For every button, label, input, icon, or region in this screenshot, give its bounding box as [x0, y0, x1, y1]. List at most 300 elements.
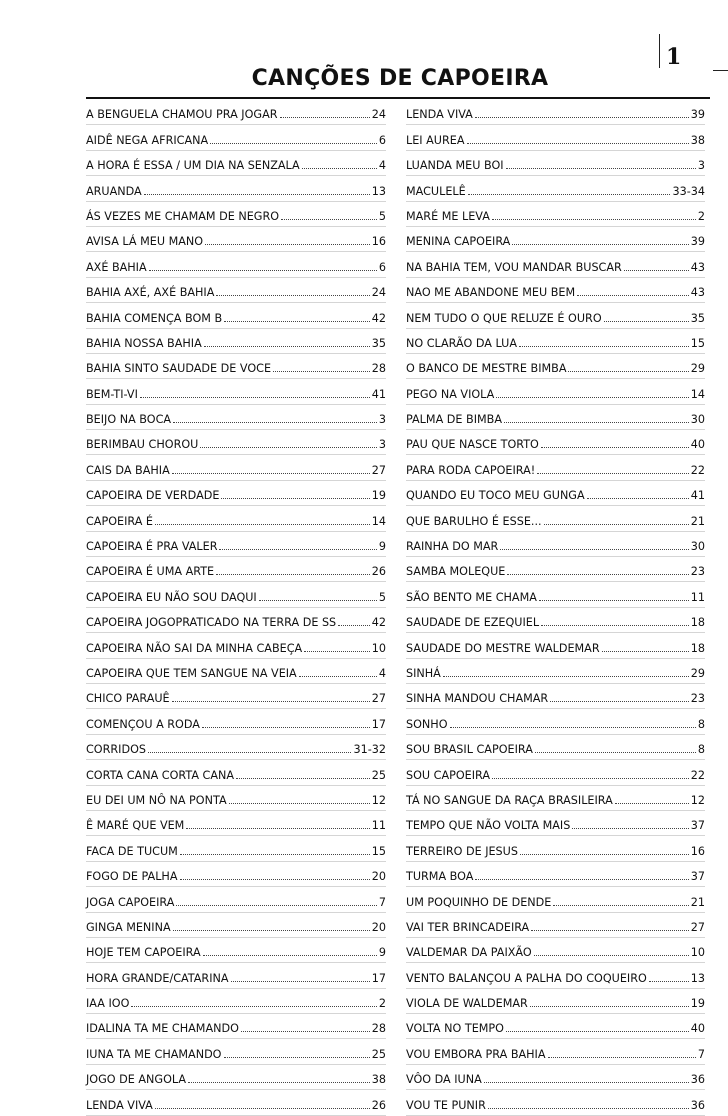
- page-ref: 10: [690, 946, 705, 960]
- index-entry: [406, 963, 705, 988]
- song-title: SAUDADE DE EZEQUIEL: [406, 616, 540, 630]
- dot-leader: [229, 803, 370, 804]
- song-title: RAINHA DO MAR: [406, 540, 499, 554]
- index-entry: [86, 709, 386, 734]
- page-ref: 13: [690, 971, 705, 985]
- index-entry: [406, 659, 705, 684]
- dot-leader: [140, 397, 370, 398]
- song-title: VOU TE PUNIR: [406, 1098, 486, 1112]
- index-entry: [406, 684, 705, 709]
- page-ref: 27: [371, 692, 386, 706]
- song-title: ÁS VEZES ME CHAMAM DE NEGRO: [86, 209, 280, 223]
- page-ref: 5: [378, 590, 386, 604]
- dot-leader: [172, 701, 370, 702]
- index-entry: [86, 557, 386, 582]
- index-entry: [86, 278, 386, 303]
- index-entry: [406, 836, 705, 861]
- dot-leader: [180, 879, 370, 880]
- index-entry: [406, 735, 705, 760]
- index-entry: [86, 151, 386, 176]
- page-ref: 3: [697, 159, 705, 173]
- dot-leader: [468, 194, 671, 195]
- song-title: GINGA MENINA: [86, 920, 171, 934]
- dot-leader: [302, 168, 377, 169]
- song-title: MACULELÊ: [406, 184, 466, 198]
- dot-leader: [531, 930, 689, 931]
- index-entry: [406, 100, 705, 125]
- song-title: VENTO BALANÇOU A PALHA DO COQUEIRO: [406, 971, 647, 985]
- song-title: IAA IOO: [86, 997, 130, 1011]
- song-title: SOU BRASIL CAPOEIRA: [406, 743, 533, 757]
- song-title: HOJE TEM CAPOEIRA: [86, 946, 201, 960]
- dot-leader: [203, 955, 377, 956]
- song-title: MENINA CAPOEIRA: [406, 235, 511, 249]
- song-title: SÃO BENTO ME CHAMA: [406, 590, 537, 604]
- page-ref: 26: [371, 565, 386, 579]
- dot-leader: [155, 524, 370, 525]
- page-ref: 11: [690, 590, 705, 604]
- page-ref: 4: [378, 159, 386, 173]
- page-ref: 40: [690, 1022, 705, 1036]
- index-entry: [86, 379, 386, 404]
- dot-leader: [149, 270, 377, 271]
- dot-leader: [537, 473, 688, 474]
- page-ref: 41: [371, 387, 386, 401]
- dot-leader: [534, 955, 689, 956]
- dot-leader: [492, 219, 696, 220]
- song-title: BAHIA COMENÇA BOM B: [86, 311, 223, 325]
- page-ref: 11: [371, 819, 386, 833]
- page-ref: 40: [690, 438, 705, 452]
- index-column-right: [406, 100, 705, 1116]
- index-entry: [86, 836, 386, 861]
- dot-leader: [541, 625, 689, 626]
- page-number: 1: [666, 44, 682, 70]
- page-ref: 2: [697, 209, 705, 223]
- page-ref: 27: [690, 920, 705, 934]
- index-entry: [86, 100, 386, 125]
- song-title: AVISA LÁ MEU MANO: [86, 235, 204, 249]
- index-entry: [86, 506, 386, 531]
- index-entry: [406, 1065, 705, 1090]
- song-title: SONHO: [406, 717, 448, 731]
- song-title: BAHIA AXÉ, AXÉ BAHIA: [86, 286, 215, 300]
- dot-leader: [496, 397, 688, 398]
- index-entry: [406, 379, 705, 404]
- page-ref: 31-32: [353, 743, 386, 757]
- index-entry: [86, 989, 386, 1014]
- index-entry: [86, 1090, 386, 1115]
- dot-leader: [172, 473, 370, 474]
- page-ref: 35: [690, 311, 705, 325]
- index-entry: [86, 455, 386, 480]
- page-ref: 23: [690, 692, 705, 706]
- dot-leader: [624, 270, 689, 271]
- index-entry: [406, 430, 705, 455]
- dot-leader: [475, 879, 688, 880]
- index-entry: [406, 760, 705, 785]
- song-title: PAU QUE NASCE TORTO: [406, 438, 539, 452]
- dot-leader: [541, 447, 689, 448]
- page-ref: 17: [371, 717, 386, 731]
- song-title: VIOLA DE WALDEMAR: [406, 997, 528, 1011]
- song-title: PEGO NA VIOLA: [406, 387, 495, 401]
- dot-leader: [488, 1108, 689, 1109]
- song-title: COMENÇOU A RODA: [86, 717, 200, 731]
- index-entry: [86, 862, 386, 887]
- song-title: UM POQUINHO DE DENDE: [406, 895, 552, 909]
- song-title: SINHÁ: [406, 666, 441, 680]
- song-title: CAPOEIRA É PRA VALER: [86, 540, 218, 554]
- dot-leader: [280, 117, 370, 118]
- index-entry: [406, 176, 705, 201]
- index-entry: [406, 329, 705, 354]
- page-ref: 12: [371, 793, 386, 807]
- page-ref: 19: [371, 489, 386, 503]
- page-ref: 35: [371, 336, 386, 350]
- index-entry: [86, 811, 386, 836]
- index-entry: [406, 405, 705, 430]
- page-ref: 13: [371, 184, 386, 198]
- page-ref: 5: [378, 209, 386, 223]
- index-entry: [406, 532, 705, 557]
- index-entry: [406, 989, 705, 1014]
- page-ref: 12: [690, 793, 705, 807]
- dot-leader: [467, 143, 689, 144]
- dot-leader: [587, 498, 689, 499]
- page-ref: 18: [690, 616, 705, 630]
- song-title: VÔO DA IUNA: [406, 1073, 482, 1087]
- page-ref: 8: [697, 743, 705, 757]
- dot-leader: [544, 524, 689, 525]
- song-title: NO CLARÃO DA LUA: [406, 336, 517, 350]
- index-entry: [406, 278, 705, 303]
- dot-leader: [519, 346, 689, 347]
- song-title: TEMPO QUE NÃO VOLTA MAIS: [406, 819, 571, 833]
- song-title: MARÉ ME LEVA: [406, 209, 490, 223]
- song-title: QUANDO EU TOCO MEU GUNGA: [406, 489, 585, 503]
- page-ref: 14: [371, 514, 386, 528]
- dot-leader: [553, 905, 688, 906]
- dot-leader: [224, 321, 370, 322]
- dot-leader: [304, 651, 370, 652]
- page-ref: 18: [690, 641, 705, 655]
- index-entry: [86, 430, 386, 455]
- song-title: JOGO DE ANGOLA: [86, 1073, 187, 1087]
- index-entry: [86, 481, 386, 506]
- dot-leader: [500, 549, 688, 550]
- index-entry: [406, 252, 705, 277]
- dot-leader: [484, 1082, 689, 1083]
- song-title: TERREIRO DE JESUS: [406, 844, 518, 858]
- song-title: SAUDADE DO MESTRE WALDEMAR: [406, 641, 600, 655]
- page-ref: 10: [371, 641, 386, 655]
- dot-leader: [568, 371, 688, 372]
- index-entry: [406, 455, 705, 480]
- dot-leader: [507, 574, 688, 575]
- page-ref: 2: [378, 997, 386, 1011]
- dot-leader: [231, 981, 370, 982]
- page-ref: 6: [378, 260, 386, 274]
- song-title: CAPOEIRA QUE TEM SANGUE NA VEIA: [86, 666, 297, 680]
- page-ref: 37: [690, 819, 705, 833]
- song-title: LUANDA MEU BOI: [406, 159, 504, 173]
- index-entry: [406, 633, 705, 658]
- index-entry: [86, 608, 386, 633]
- song-title: CAPOEIRA NÃO SAI DA MINHA CABEÇA: [86, 641, 303, 655]
- song-title: A HORA É ESSA / UM DIA NA SENZALA: [86, 159, 300, 173]
- dot-leader: [615, 803, 689, 804]
- index-entry: [86, 887, 386, 912]
- page-ref: 15: [371, 844, 386, 858]
- index-entry: [86, 532, 386, 557]
- song-title: EU DEI UM NÔ NA PONTA: [86, 793, 227, 807]
- index-entry: [86, 176, 386, 201]
- dot-leader: [504, 422, 689, 423]
- song-title: O BANCO DE MESTRE BIMBA: [406, 362, 567, 376]
- page-ref: 9: [378, 946, 386, 960]
- dot-leader: [144, 194, 370, 195]
- dot-leader: [131, 1006, 376, 1007]
- index-entry: [86, 1039, 386, 1064]
- index-entry: [86, 684, 386, 709]
- dot-leader: [173, 930, 370, 931]
- dot-leader: [273, 371, 370, 372]
- dot-leader: [450, 727, 696, 728]
- dot-leader: [204, 346, 370, 347]
- dot-leader: [210, 143, 377, 144]
- song-title: BAHIA NOSSA BAHIA: [86, 336, 202, 350]
- index-entry: [406, 608, 705, 633]
- song-title: FACA DE TUCUM: [86, 844, 178, 858]
- index-entry: [86, 963, 386, 988]
- dot-leader: [241, 1031, 370, 1032]
- song-title: LENDA VIVA: [406, 108, 473, 122]
- page-ref: 8: [697, 717, 705, 731]
- page-ref: 38: [371, 1073, 386, 1087]
- dot-leader: [492, 778, 689, 779]
- page-ref: 38: [690, 133, 705, 147]
- page-ref: 42: [371, 311, 386, 325]
- song-title: BAHIA SINTO SAUDADE DE VOCE: [86, 362, 272, 376]
- dot-leader: [338, 625, 370, 626]
- song-title: BEM-TI-VI: [86, 387, 138, 401]
- index-entry: [86, 786, 386, 811]
- page-ref: 27: [371, 463, 386, 477]
- dot-leader: [205, 244, 370, 245]
- page-ref: 33-34: [672, 184, 705, 198]
- page-ref: 22: [690, 768, 705, 782]
- page-ref: 21: [690, 514, 705, 528]
- song-title: CAPOEIRA É: [86, 514, 153, 528]
- index-entry: [406, 303, 705, 328]
- song-title: TURMA BOA: [406, 870, 474, 884]
- dot-leader: [221, 498, 369, 499]
- dot-leader: [299, 676, 377, 677]
- song-title: SINHA MANDOU CHAMAR: [406, 692, 549, 706]
- page-ref: 7: [378, 895, 386, 909]
- page-ref: 30: [690, 540, 705, 554]
- corner-mark-vertical: [659, 34, 660, 68]
- song-title: ARUANDA: [86, 184, 142, 198]
- song-title: A BENGUELA CHAMOU PRA JOGAR: [86, 108, 278, 122]
- page-ref: 3: [378, 438, 386, 452]
- index-entry: [406, 125, 705, 150]
- dot-leader: [535, 752, 696, 753]
- song-title: FOGO DE PALHA: [86, 870, 178, 884]
- page-ref: 16: [371, 235, 386, 249]
- song-title: IUNA TA ME CHAMANDO: [86, 1047, 222, 1061]
- index-entry: [406, 202, 705, 227]
- index-entry: [86, 735, 386, 760]
- index-entry: [86, 760, 386, 785]
- song-title: JOGA CAPOEIRA: [86, 895, 175, 909]
- index-entry: [406, 582, 705, 607]
- index-entry: [406, 887, 705, 912]
- index-entry: [406, 1039, 705, 1064]
- song-title: CAPOEIRA EU NÃO SOU DAQUI: [86, 590, 257, 604]
- index-entry: [86, 1065, 386, 1090]
- dot-leader: [219, 549, 376, 550]
- index-entry: [86, 303, 386, 328]
- index-entry: [406, 557, 705, 582]
- page-ref: 42: [371, 616, 386, 630]
- page-ref: 20: [371, 870, 386, 884]
- page-ref: 28: [371, 362, 386, 376]
- song-title: LEI AUREA: [406, 133, 465, 147]
- dot-leader: [530, 1006, 689, 1007]
- song-title: CAPOEIRA DE VERDADE: [86, 489, 220, 503]
- dot-leader: [200, 447, 377, 448]
- dot-leader: [604, 321, 689, 322]
- song-title: CAPOEIRA É UMA ARTE: [86, 565, 215, 579]
- index-entry: [406, 938, 705, 963]
- dot-leader: [475, 117, 689, 118]
- song-title: NA BAHIA TEM, VOU MANDAR BUSCAR: [406, 260, 622, 274]
- page-ref: 24: [371, 108, 386, 122]
- index-entry: [406, 811, 705, 836]
- page-ref: 22: [690, 463, 705, 477]
- index-entry: [86, 1014, 386, 1039]
- page-ref: 6: [378, 133, 386, 147]
- page-ref: 9: [378, 540, 386, 554]
- dot-leader: [602, 651, 689, 652]
- song-title: TÁ NO SANGUE DA RAÇA BRASILEIRA: [406, 793, 613, 807]
- index-entry: [86, 125, 386, 150]
- dot-leader: [216, 574, 370, 575]
- song-title: NAO ME ABANDONE MEU BEM: [406, 286, 576, 300]
- song-title: PALMA DE BIMBA: [406, 413, 502, 427]
- page-ref: 43: [690, 260, 705, 274]
- dot-leader: [548, 1057, 696, 1058]
- dot-leader: [506, 1031, 689, 1032]
- index-entry: [406, 862, 705, 887]
- page-ref: 20: [371, 920, 386, 934]
- dot-leader: [506, 168, 696, 169]
- page-ref: 14: [690, 387, 705, 401]
- page-ref: 19: [690, 997, 705, 1011]
- song-title: BEIJO NA BOCA: [86, 413, 172, 427]
- index-entry: [406, 227, 705, 252]
- index-entry: [86, 405, 386, 430]
- song-title: CAPOEIRA JOGOPRATICADO NA TERRA DE SS: [86, 616, 337, 630]
- song-title: AIDÊ NEGA AFRICANA: [86, 133, 209, 147]
- dot-leader: [224, 1057, 370, 1058]
- dot-leader: [539, 600, 689, 601]
- index-entry: [406, 354, 705, 379]
- dot-leader: [572, 828, 688, 829]
- dot-leader: [649, 981, 689, 982]
- page-ref: 4: [378, 666, 386, 680]
- dot-leader: [512, 244, 688, 245]
- index-entry: [86, 913, 386, 938]
- index-entry: [406, 506, 705, 531]
- song-title: VALDEMAR DA PAIXÃO: [406, 946, 532, 960]
- index-entry: [86, 202, 386, 227]
- song-title: QUE BARULHO É ESSE...: [406, 514, 542, 528]
- song-title: BERIMBAU CHOROU: [86, 438, 199, 452]
- dot-leader: [281, 219, 377, 220]
- index-entry: [86, 582, 386, 607]
- dot-leader: [180, 854, 370, 855]
- index-entry: [406, 913, 705, 938]
- index-entry: [86, 659, 386, 684]
- page-ref: 7: [697, 1047, 705, 1061]
- dot-leader: [202, 727, 370, 728]
- page-ref: 15: [690, 336, 705, 350]
- page-ref: 21: [690, 895, 705, 909]
- title-rule: [86, 97, 710, 99]
- page-ref: 26: [371, 1098, 386, 1112]
- page-ref: 16: [690, 844, 705, 858]
- index-column-left: [86, 100, 386, 1116]
- dot-leader: [173, 422, 377, 423]
- index-entry: [406, 481, 705, 506]
- page-title: CANÇÕES DE CAPOEIRA: [251, 66, 549, 91]
- index-entry: [86, 354, 386, 379]
- index-entry: [406, 1014, 705, 1039]
- index-entry: [406, 1090, 705, 1115]
- song-title: CHICO PARAUÊ: [86, 692, 170, 706]
- page-ref: 39: [690, 108, 705, 122]
- song-title: VOLTA NO TEMPO: [406, 1022, 504, 1036]
- song-title: VOU EMBORA PRA BAHIA: [406, 1047, 546, 1061]
- page-ref: 25: [371, 1047, 386, 1061]
- index-entry: [86, 329, 386, 354]
- dot-leader: [186, 828, 369, 829]
- page-ref: 41: [690, 489, 705, 503]
- dot-leader: [577, 295, 689, 296]
- page-ref: 17: [371, 971, 386, 985]
- page-ref: 28: [371, 1022, 386, 1036]
- dot-leader: [155, 1108, 370, 1109]
- song-title: CAIS DA BAHIA: [86, 463, 170, 477]
- song-title: CORTA CANA CORTA CANA: [86, 768, 235, 782]
- page-ref: 24: [371, 286, 386, 300]
- dot-leader: [520, 854, 689, 855]
- page-ref: 29: [690, 666, 705, 680]
- index-entry: [406, 786, 705, 811]
- dot-leader: [443, 676, 689, 677]
- song-title: SAMBA MOLEQUE: [406, 565, 506, 579]
- page-ref: 36: [690, 1098, 705, 1112]
- index-entry: [406, 709, 705, 734]
- dot-leader: [188, 1082, 370, 1083]
- dot-leader: [550, 701, 689, 702]
- song-title: AXÉ BAHIA: [86, 260, 147, 274]
- dot-leader: [176, 905, 377, 906]
- page-ref: 25: [371, 768, 386, 782]
